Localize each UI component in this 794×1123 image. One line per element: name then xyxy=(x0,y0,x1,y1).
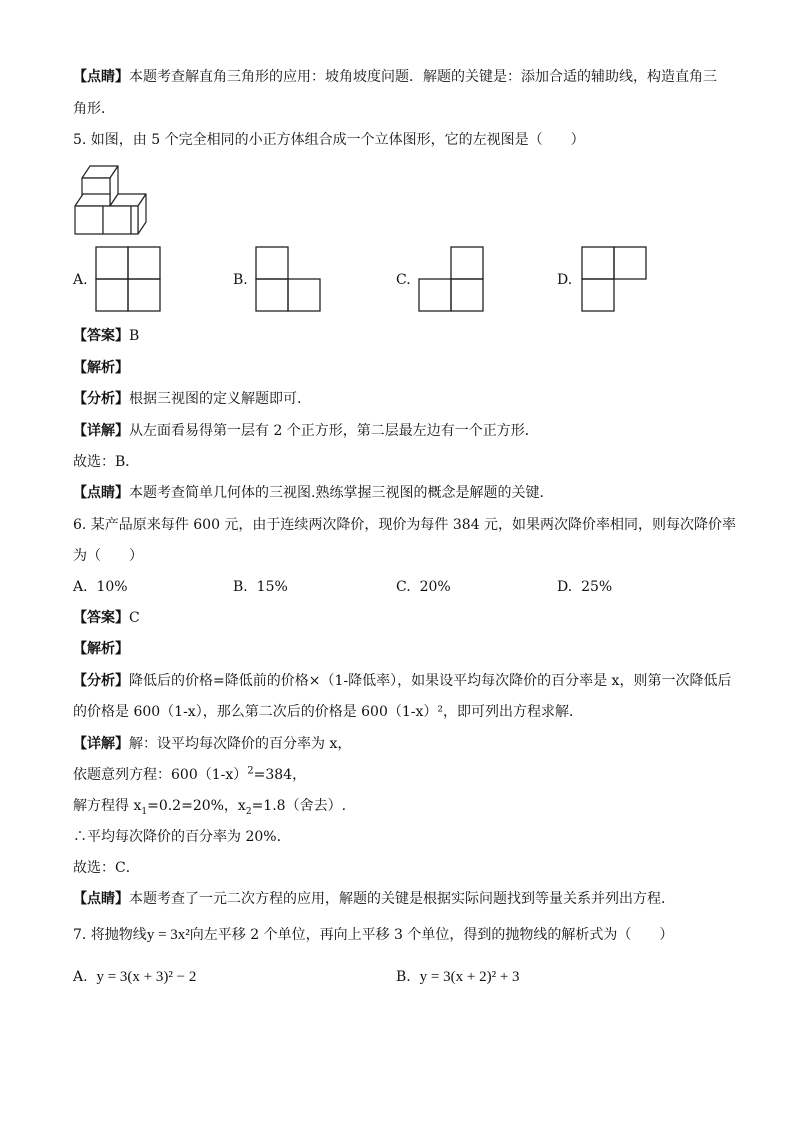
fenxi-tag: 【分析】 xyxy=(73,391,129,407)
q6-answer-value: C xyxy=(129,610,140,626)
answer-tag: 【答案】 xyxy=(73,328,129,344)
q5-3d-figure xyxy=(71,160,155,238)
q5-option-a-label[interactable]: A. xyxy=(73,272,88,288)
q6-sol-sub1: 1 xyxy=(141,806,148,817)
q5-answer-value: B xyxy=(129,328,140,344)
q5-xiangjie-text: 从左面看易得第一层有 2 个正方形，第二层最左边有一个正方形． xyxy=(129,423,539,439)
q4-dianjing-line1 xyxy=(73,67,717,87)
q6-therefore: ∴平均每次降价的百分率为 20%. xyxy=(73,829,282,845)
q6-guxuan: 故选：C． xyxy=(73,860,140,876)
q6-answer xyxy=(73,608,140,628)
q6-option-c[interactable] xyxy=(396,577,451,597)
q5-option-d-figure[interactable] xyxy=(581,246,649,314)
q6-sol-mid: =0.2=20%，x xyxy=(147,798,246,814)
q4-dianjing-text1: 本题考查解直角三角形的应用：坡角坡度问题．解题的关键是：添加合适的辅助线，构造直角三 xyxy=(129,69,717,85)
q6-xiangjie xyxy=(73,734,351,754)
q5-xiangjie xyxy=(73,421,539,441)
q7-stem-formula: y = 3x² xyxy=(146,927,190,943)
q6-sol-suffix: =1.8（舍去）. xyxy=(251,798,347,814)
q7-option-a-label: A. xyxy=(73,969,88,985)
q6-sol-prefix: 解方程得 x xyxy=(73,798,142,814)
q4-dianjing-line2: 角形． xyxy=(73,101,115,117)
q6-equation xyxy=(73,765,306,785)
q6-jiexi: 【解析】 xyxy=(73,641,129,657)
fenxi-tag: 【分析】 xyxy=(73,673,129,689)
answer-tag: 【答案】 xyxy=(73,610,129,626)
q6-stem-line1: 6. 某产品原来每件 600 元，由于连续两次降价，现价为每件 384 元，如果两次降价率相同，则每次降价率 xyxy=(73,517,737,533)
q6-xiangjie-text: 解：设平均每次降价的百分率为 x， xyxy=(129,736,352,752)
q6-eq-prefix: 依题意列方程：600（1-x） xyxy=(73,767,248,783)
q7-stem-prefix: 7. 将抛物线 xyxy=(73,927,147,943)
q7-option-a[interactable] xyxy=(73,967,196,987)
q7-option-a-formula: y = 3(x + 3)² − 2 xyxy=(96,969,197,985)
q5-dianjing xyxy=(73,483,544,503)
q6-option-a[interactable] xyxy=(73,577,128,597)
q6-stem-line2: 为（ ） xyxy=(73,548,143,564)
q6-dianjing xyxy=(73,889,675,909)
q6-option-c-label: C. xyxy=(396,579,411,595)
q6-eq-suffix: =384， xyxy=(253,767,307,783)
q5-jiexi: 【解析】 xyxy=(73,360,129,376)
q6-option-b[interactable] xyxy=(233,577,288,597)
q7-option-b-formula: y = 3(x + 2)² + 3 xyxy=(419,969,520,985)
q5-fenxi-text: 根据三视图的定义解题即可. xyxy=(129,391,302,407)
xiangjie-tag: 【详解】 xyxy=(73,423,129,439)
q5-stem: 5. 如图，由 5 个完全相同的小正方体组合成一个立体图形，它的左视图是（ ） xyxy=(73,132,585,148)
q6-option-c-text: 20% xyxy=(419,579,451,595)
q5-option-a-figure[interactable] xyxy=(95,246,163,314)
q6-fenxi-text1: 降低后的价格=降低前的价格×（1-降低率），如果设平均每次降价的百分率是 x，则第一次降低后 xyxy=(129,673,732,689)
q5-option-d-label[interactable]: D. xyxy=(557,272,573,288)
dianjing-tag: 【点睛】 xyxy=(73,69,129,85)
q7-stem-suffix: 向左平移 2 个单位，再向上平移 3 个单位，得到的抛物线的解析式为（ ） xyxy=(189,927,674,943)
dianjing-tag: 【点睛】 xyxy=(73,485,129,501)
q7-stem xyxy=(73,925,673,945)
q6-fenxi-line1 xyxy=(73,671,731,691)
q6-option-a-text: 10% xyxy=(96,579,128,595)
q5-option-c-figure[interactable] xyxy=(418,246,486,314)
dianjing-tag: 【点睛】 xyxy=(73,891,129,907)
q6-option-a-label: A. xyxy=(73,579,88,595)
q5-guxuan: 故选：B． xyxy=(73,454,140,470)
q6-sol-sub2: 2 xyxy=(245,806,252,817)
q7-option-b[interactable] xyxy=(396,967,520,987)
q5-option-b-label[interactable]: B. xyxy=(233,272,248,288)
q6-option-d-text: 25% xyxy=(581,579,613,595)
q5-fenxi xyxy=(73,389,301,409)
q7-option-b-label: B. xyxy=(396,969,411,985)
q5-dianjing-text: 本题考查简单几何体的三视图.熟练掌握三视图的概念是解题的关键. xyxy=(129,485,544,501)
q5-answer xyxy=(73,326,139,346)
q6-option-d-label: D. xyxy=(557,579,573,595)
q6-eq-sup: 2 xyxy=(247,765,254,777)
q6-dianjing-text: 本题考查了一元二次方程的应用，解题的关键是根据实际问题找到等量关系并列出方程． xyxy=(129,891,675,907)
q6-fenxi-line2: 的价格是 600（1-x），那么第二次后的价格是 600（1-x）²，即可列出方程求解． xyxy=(73,704,584,720)
q6-option-d[interactable] xyxy=(557,577,612,597)
q5-option-b-figure[interactable] xyxy=(255,246,323,314)
q6-option-b-label: B. xyxy=(233,579,248,595)
xiangjie-tag: 【详解】 xyxy=(73,736,129,752)
q6-solution xyxy=(73,796,346,816)
q6-option-b-text: 15% xyxy=(256,579,288,595)
q5-option-c-label[interactable]: C. xyxy=(396,272,411,288)
